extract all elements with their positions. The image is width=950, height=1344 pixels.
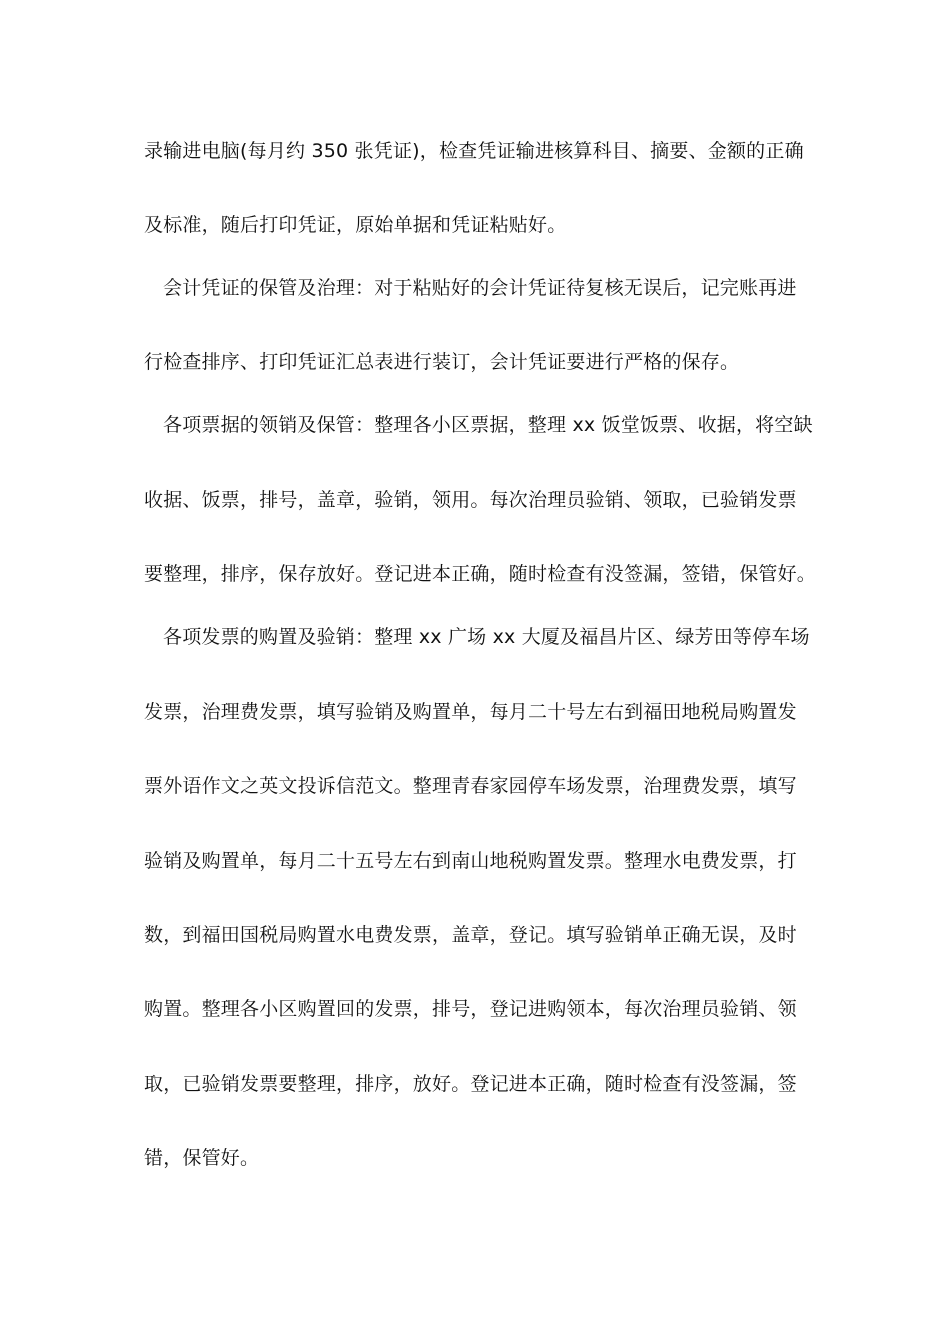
- paragraph-invoices-line-7: 取，已验销发票要整理，排序，放好。登记进本正确，随时检查有没签漏，签: [144, 1073, 797, 1095]
- text-line-1: 录输进电脑(每月约 350 张凭证)，检查凭证输进核算科目、摘要、金额的正确: [144, 140, 804, 162]
- paragraph-bills-line-1: 各项票据的领销及保管：整理各小区票据，整理 xx 饭堂饭票、收据，将空缺: [163, 414, 813, 436]
- paragraph-invoices-line-5: 数，到福田国税局购置水电费发票，盖章，登记。填写验销单正确无误，及时: [144, 924, 797, 946]
- paragraph-invoices-line-6: 购置。整理各小区购置回的发票，排号，登记进购领本，每次治理员验销、领: [144, 998, 797, 1020]
- paragraph-invoices-line-3: 票外语作文之英文投诉信范文。整理青春家园停车场发票，治理费发票，填写: [144, 775, 797, 797]
- paragraph-invoices-line-2: 发票，治理费发票，填写验销及购置单，每月二十号左右到福田地税局购置发: [144, 701, 797, 723]
- paragraph-invoices-line-4: 验销及购置单，每月二十五号左右到南山地税购置发票。整理水电费发票，打: [144, 850, 797, 872]
- text-line-2: 及标准，随后打印凭证，原始单据和凭证粘贴好。: [144, 214, 567, 236]
- paragraph-invoices-line-1: 各项发票的购置及验销：整理 xx 广场 xx 大厦及福昌片区、绿芳田等停车场: [163, 626, 810, 648]
- paragraph-bills-line-3: 要整理，排序，保存放好。登记进本正确，随时检查有没签漏，签错，保管好。: [144, 563, 817, 585]
- paragraph-invoices-line-8: 错，保管好。: [144, 1147, 260, 1169]
- paragraph-voucher-custody-line-2: 行检查排序、打印凭证汇总表进行装订，会计凭证要进行严格的保存。: [144, 351, 740, 373]
- paragraph-voucher-custody-line-1: 会计凭证的保管及治理：对于粘贴好的会计凭证待复核无误后，记完账再进: [163, 277, 797, 299]
- paragraph-bills-line-2: 收据、饭票，排号，盖章，验销，领用。每次治理员验销、领取，已验销发票: [144, 489, 797, 511]
